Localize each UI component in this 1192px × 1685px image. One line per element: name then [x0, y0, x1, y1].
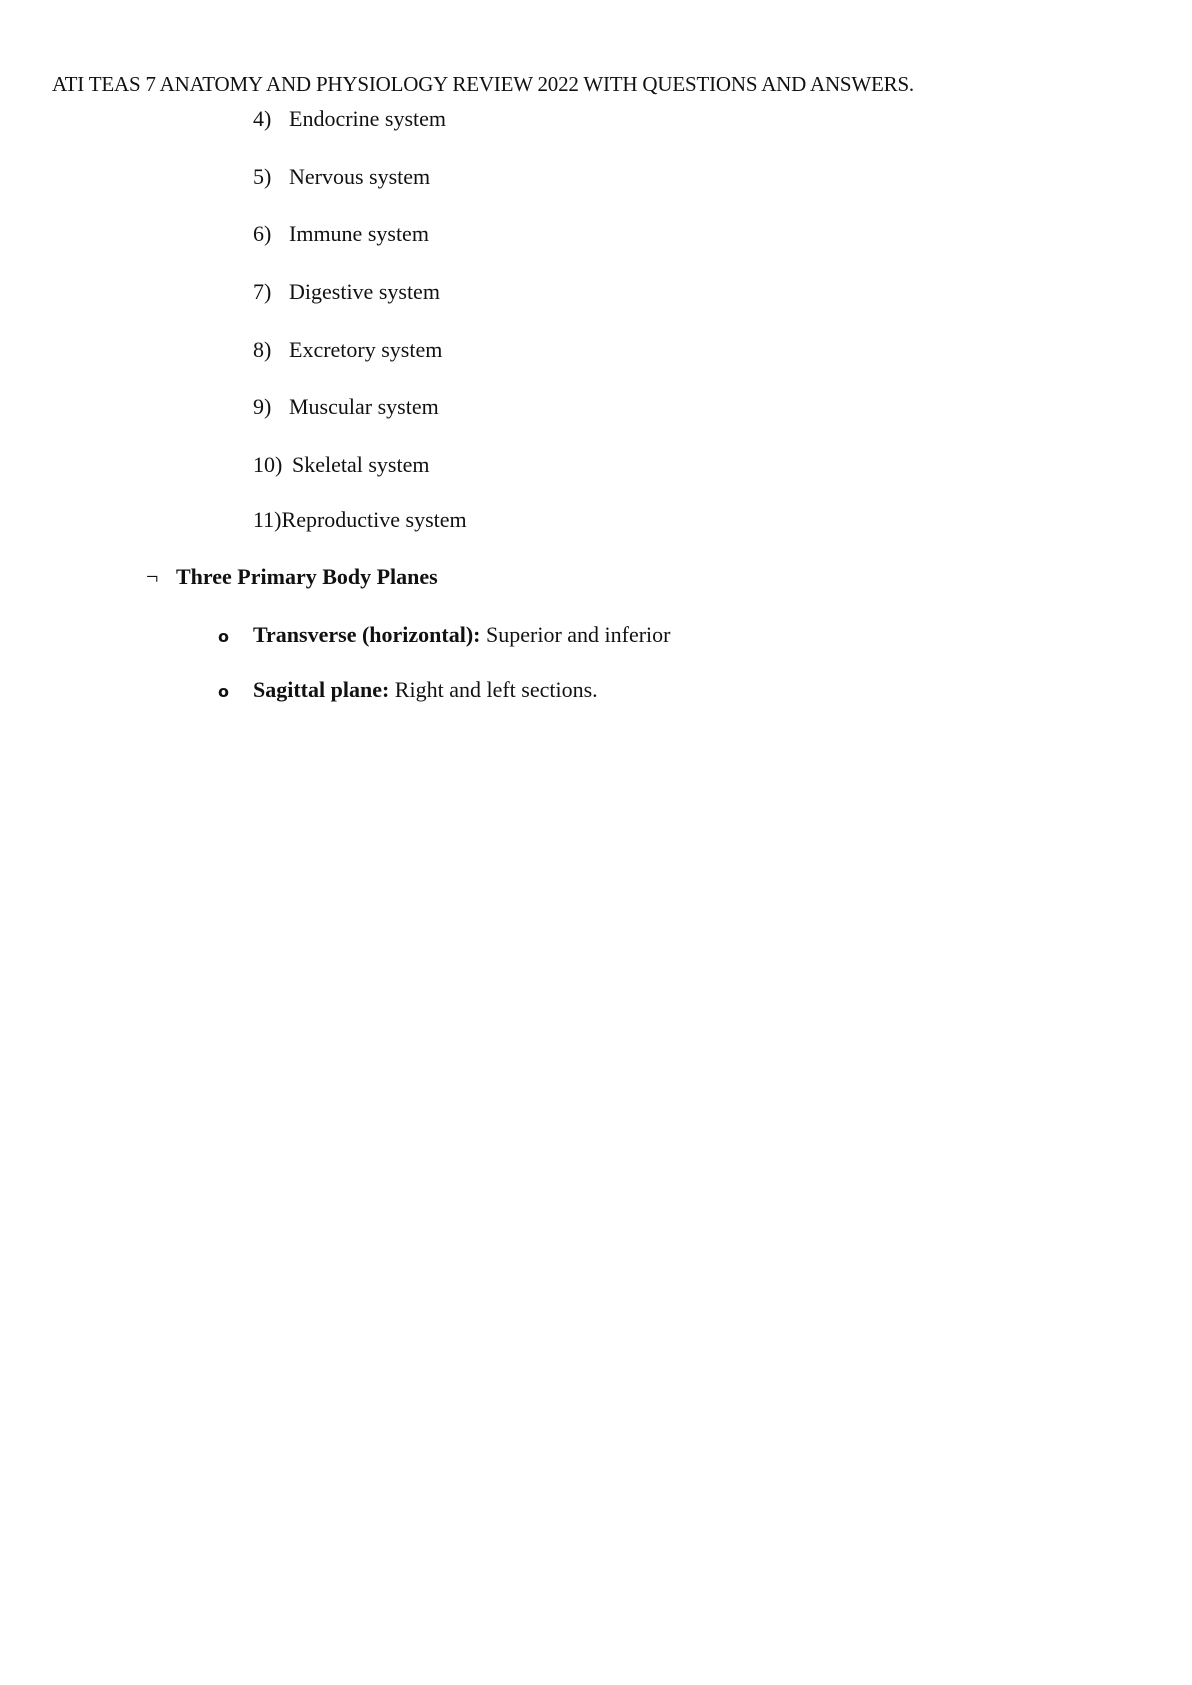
circle-bullet-icon: o — [218, 682, 229, 701]
list-item — [253, 452, 429, 478]
plane-item — [218, 622, 671, 648]
list-label: Endocrine system — [289, 106, 447, 131]
list-number: 5) — [253, 164, 272, 189]
list-number: 10) — [253, 452, 283, 477]
plane-term: Sagittal plane: — [253, 677, 390, 702]
list-item — [253, 221, 429, 247]
list-label: Immune system — [289, 221, 429, 246]
not-sign-bullet: ¬ — [146, 564, 159, 589]
section-heading — [146, 564, 438, 590]
plane-description: Superior and inferior — [480, 622, 671, 647]
plane-term: Transverse (horizontal): — [253, 622, 481, 647]
list-label: Nervous system — [289, 164, 431, 189]
plane-item — [218, 677, 598, 703]
section-title: Three Primary Body Planes — [176, 564, 438, 589]
list-item — [253, 164, 430, 190]
list-label: Muscular system — [289, 394, 439, 419]
list-item — [253, 394, 439, 420]
list-item — [253, 279, 440, 305]
list-label: Skeletal system — [292, 452, 430, 477]
circle-bullet-icon: o — [218, 627, 229, 646]
list-item — [253, 337, 442, 363]
list-number: 11) — [253, 507, 282, 532]
page-header: ATI TEAS 7 ANATOMY AND PHYSIOLOGY REVIEW 2022 WITH QUESTIONS AND ANSWERS. — [52, 72, 914, 96]
plane-description: Right and left sections. — [389, 677, 598, 702]
list-label: Excretory system — [289, 337, 443, 362]
list-number: 4) — [253, 106, 272, 131]
list-number: 9) — [253, 394, 272, 419]
list-number: 7) — [253, 279, 272, 304]
list-number: 8) — [253, 337, 272, 362]
list-item — [253, 507, 467, 533]
list-label: Reproductive system — [281, 507, 467, 532]
list-item — [253, 106, 446, 132]
list-label: Digestive system — [289, 279, 440, 304]
list-number: 6) — [253, 221, 272, 246]
